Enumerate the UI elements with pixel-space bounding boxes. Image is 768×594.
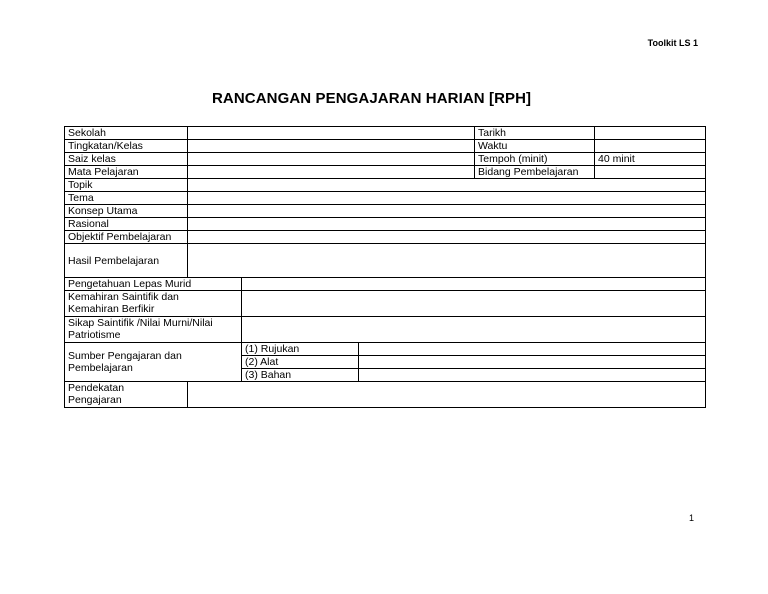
row-pendekatan [65,382,706,408]
label-sikap [65,317,242,343]
row-hasil [65,244,706,278]
row-rasional [65,218,706,231]
field-sikap[interactable] [242,317,706,343]
label-objektif-pembelajaran: Objektif Pembelajaran [65,231,188,244]
row-konsep-utama [65,205,706,218]
field-kemahiran[interactable] [242,291,706,317]
row-pengetahuan [65,278,706,291]
field-topik[interactable] [188,179,706,192]
page-title: RANCANGAN PENGAJARAN HARIAN [RPH] [212,90,532,107]
toolkit-label: Toolkit LS 1 [647,38,698,48]
label-rasional: Rasional [65,218,188,231]
row-tema [65,192,706,205]
label-waktu: Waktu [475,140,595,153]
field-tema[interactable] [188,192,706,205]
label-sikap-line1: Sikap Saintifik /Nilai Murni/Nilai [68,317,213,329]
page-number: 1 [688,513,694,523]
label-alat: (2) Alat [242,356,359,369]
row-sekolah [65,127,706,140]
label-saiz-kelas: Saiz kelas [65,153,188,166]
field-mata-pelajaran[interactable] [188,166,475,179]
field-pengetahuan-lepas-murid[interactable] [242,278,706,291]
field-rujukan[interactable] [359,343,706,356]
label-sikap-line2: Patriotisme [68,329,121,341]
label-rujukan: (1) Rujukan [242,343,359,356]
label-sumber [65,343,242,382]
row-kemahiran [65,291,706,317]
row-topik [65,179,706,192]
rph-form-table [64,126,706,408]
field-tarikh[interactable] [595,127,706,140]
label-bidang-pembelajaran: Bidang Pembelajaran [475,166,595,179]
row-rujukan [65,343,706,356]
label-bahan: (3) Bahan [242,369,359,382]
field-bidang-pembelajaran[interactable] [595,166,706,179]
field-objektif-pembelajaran[interactable] [188,231,706,244]
label-sekolah: Sekolah [65,127,188,140]
label-kemahiran [65,291,242,317]
row-mata-pelajaran [65,166,706,179]
field-bahan[interactable] [359,369,706,382]
field-konsep-utama[interactable] [188,205,706,218]
row-objektif [65,231,706,244]
label-pendekatan [65,382,188,408]
label-sumber-line2: Pembelajaran [68,362,133,374]
label-tema: Tema [65,192,188,205]
label-tempoh: Tempoh (minit) [475,153,595,166]
field-saiz-kelas[interactable] [188,153,475,166]
field-waktu[interactable] [595,140,706,153]
label-kemahiran-line1: Kemahiran Saintifik dan [68,291,179,303]
field-rasional[interactable] [188,218,706,231]
label-konsep-utama: Konsep Utama [65,205,188,218]
field-alat[interactable] [359,356,706,369]
field-sekolah[interactable] [188,127,475,140]
label-tingkatan-kelas: Tingkatan/Kelas [65,140,188,153]
label-pengetahuan-lepas-murid: Pengetahuan Lepas Murid [65,278,242,291]
row-saiz-kelas [65,153,706,166]
label-sumber-line1: Sumber Pengajaran dan [68,350,182,362]
label-kemahiran-line2: Kemahiran Berfikir [68,303,155,315]
label-topik: Topik [65,179,188,192]
label-pendekatan-line2: Pengajaran [68,394,122,406]
row-sikap [65,317,706,343]
label-pendekatan-line1: Pendekatan [68,382,125,394]
field-pendekatan[interactable] [188,382,706,408]
field-hasil-pembelajaran[interactable] [188,244,706,278]
label-tarikh: Tarikh [475,127,595,140]
label-mata-pelajaran: Mata Pelajaran [65,166,188,179]
label-hasil-pembelajaran: Hasil Pembelajaran [65,244,188,278]
field-tingkatan-kelas[interactable] [188,140,475,153]
row-tingkatan [65,140,706,153]
field-tempoh[interactable]: 40 minit [595,153,706,166]
